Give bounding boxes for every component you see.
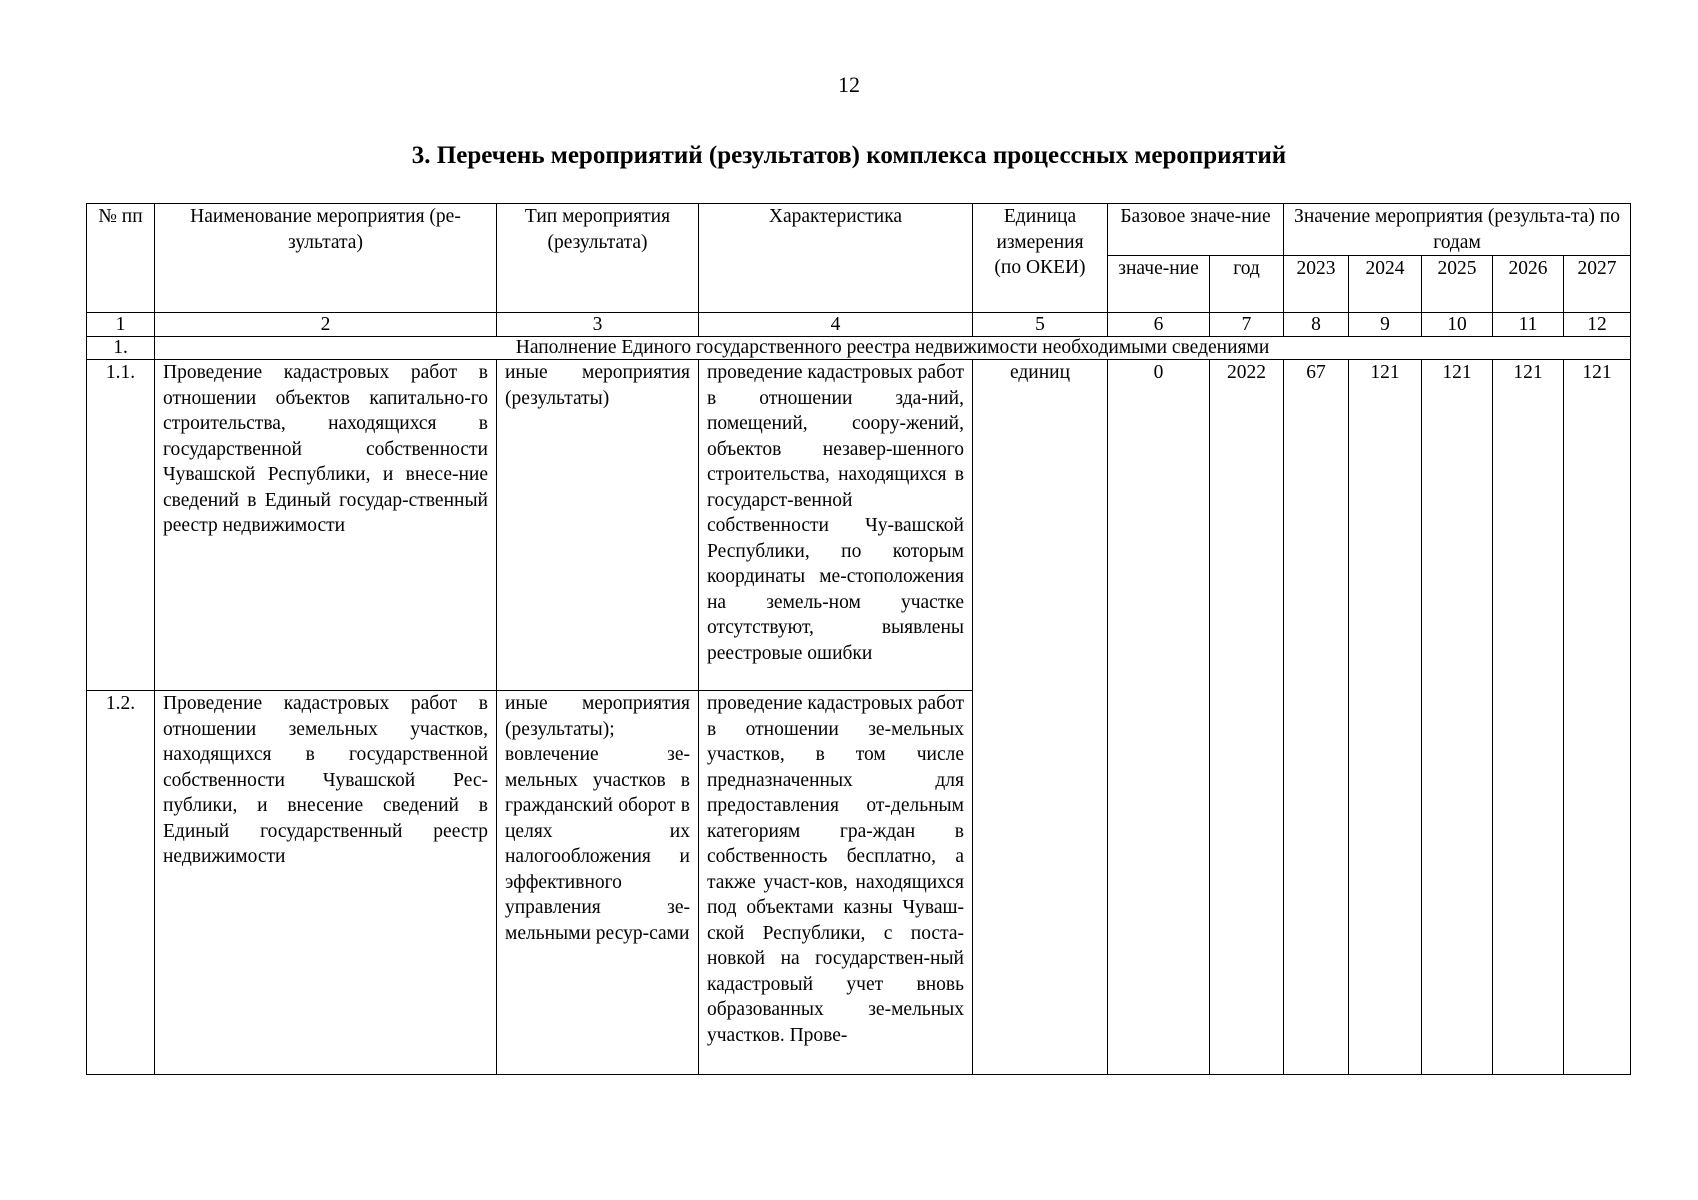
column-number-row	[87, 313, 1631, 337]
table-row	[87, 360, 1631, 691]
column-number: 6	[1108, 313, 1210, 337]
column-number: 12	[1564, 313, 1631, 337]
column-number: 10	[1422, 313, 1493, 337]
header-row-1	[87, 204, 1631, 256]
header-values: Значение мероприятия (результа-та) по годам	[1284, 204, 1631, 256]
header-base: Базовое значе-ние	[1108, 204, 1284, 256]
header-year: 2023	[1284, 256, 1349, 313]
header-base-value: значе-ние	[1108, 256, 1210, 313]
row-characteristic: проведение кадастровых работ в отношении зда-ний, помещений, соору-жений, объектов незавер-шенного строительства, находящихся в государст-венной собственности Чу-вашской Республики, по которым координаты ме-стоположения на земель-ном участке отсутствуют, выявлены реестровые ошибки	[699, 360, 973, 691]
row-unit: единиц	[973, 360, 1108, 1075]
header-characteristic: Характеристика	[699, 204, 973, 313]
section-row	[87, 337, 1631, 360]
header-year: 2026	[1493, 256, 1564, 313]
row-type: иные мероприятия (результаты)	[497, 360, 699, 691]
column-number: 5	[973, 313, 1108, 337]
section-num: 1.	[87, 337, 155, 360]
header-type: Тип мероприятия (результата)	[497, 204, 699, 313]
row-value-2026: 121	[1493, 360, 1564, 1075]
row-base-year: 2022	[1210, 360, 1284, 1075]
row-name: Проведение кадастровых работ в отношении объектов капитально-го строительства, находящихся в государственной собственности Чувашской Республики, и внесе-ние сведений в Единый государ-ственный реестр недвижимости	[155, 360, 497, 691]
row-characteristic: проведение кадастровых работ в отношении зе-мельных участков, в том числе предназначенных для предоставления от-дельным категориям гра-ждан в собственность бесплатно, а также участ-ков, находящихся под объектами казны Чуваш-ской Республики, с поста-новкой на государствен-ный кадастровый учет вновь образованных зе-мельных участков. Прове-	[699, 691, 973, 1075]
header-num: № пп	[87, 204, 155, 313]
section-title: 3. Перечень мероприятий (результатов) комплекса процессных мероприятий	[411, 142, 1287, 169]
header-unit: Единица измерения (по ОКЕИ)	[973, 204, 1108, 313]
row-value-2027: 121	[1564, 360, 1631, 1075]
column-number: 1	[87, 313, 155, 337]
header-year: 2025	[1422, 256, 1493, 313]
header-year: 2024	[1349, 256, 1422, 313]
section-name: Наполнение Единого государственного реестра недвижимости необходимыми сведениями	[155, 337, 1631, 360]
header-base-year: год	[1210, 256, 1284, 313]
column-number: 3	[497, 313, 699, 337]
row-base-value: 0	[1108, 360, 1210, 1075]
page-number: 12	[838, 72, 860, 97]
column-number: 4	[699, 313, 973, 337]
row-value-2025: 121	[1422, 360, 1493, 1075]
column-number: 9	[1349, 313, 1422, 337]
column-number: 7	[1210, 313, 1284, 337]
measures-table	[86, 203, 1631, 1075]
row-value-2023: 67	[1284, 360, 1349, 1075]
row-name: Проведение кадастровых работ в отношении земельных участков, находящихся в государственной собственности Чувашской Рес-публики, и внесение сведений в Единый государственный реестр недвижимости	[155, 691, 497, 1075]
header-name: Наименование мероприятия (ре-зультата)	[155, 204, 497, 313]
column-number: 2	[155, 313, 497, 337]
column-number: 11	[1493, 313, 1564, 337]
row-value-2024: 121	[1349, 360, 1422, 1075]
row-type: иные мероприятия (результаты); вовлечение зе-мельных участков в гражданский оборот в целях их налогообложения и эффективного управления зе-мельными ресур-сами	[497, 691, 699, 1075]
row-num: 1.2.	[87, 691, 155, 1075]
header-year: 2027	[1564, 256, 1631, 313]
column-number: 8	[1284, 313, 1349, 337]
row-num: 1.1.	[87, 360, 155, 691]
